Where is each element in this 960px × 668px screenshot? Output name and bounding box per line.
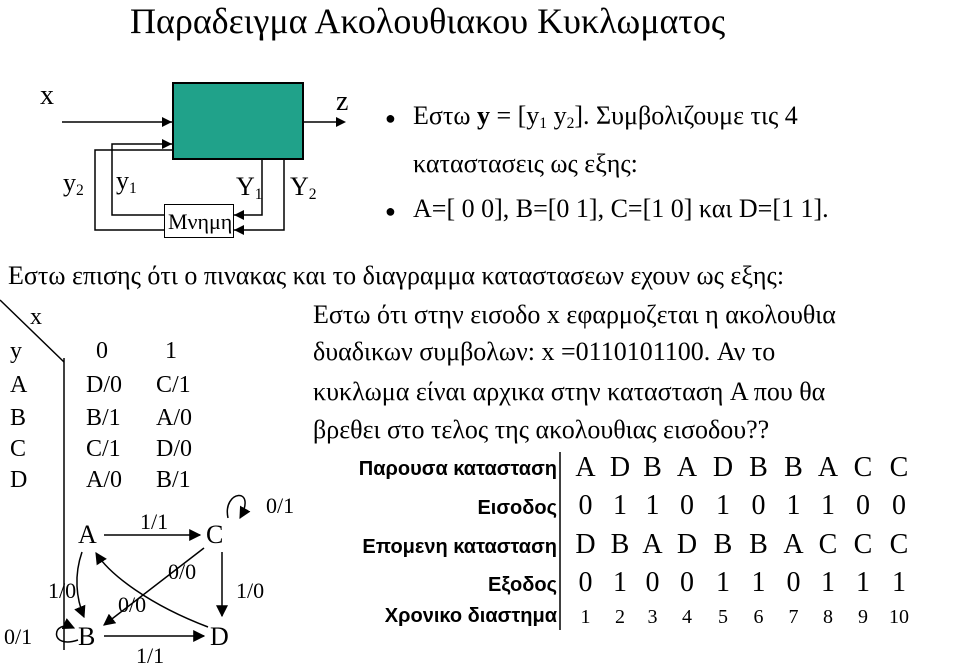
seq-cell: 4 [682, 606, 692, 628]
seq-cell: 1 [786, 490, 801, 521]
bullet-line-1: ● Εστω $y = [y_1$ $y_2$]. Συμβολιζουμε τις 4 [385, 101, 798, 132]
circuit-input-x: x [40, 80, 54, 111]
state-cell: B/1 [86, 405, 121, 431]
seq-cell: 2 [615, 606, 625, 628]
seq-cell: B [713, 529, 733, 560]
seq-cell: C [818, 529, 838, 560]
seq-cell: 0 [645, 567, 660, 598]
seq-cell: A [676, 452, 698, 483]
seq-cell: 1 [821, 490, 835, 521]
edge-label-C-B: 0/0 [168, 559, 197, 584]
state-cell: D/0 [86, 372, 122, 398]
seq-row-label-present: Παρουσα κατασταση [358, 458, 557, 480]
node-B: B [78, 622, 96, 651]
node-D: D [210, 622, 229, 651]
seq-cell: B [749, 452, 768, 483]
seq-cell: 3 [647, 606, 658, 628]
seq-cell: 0 [751, 490, 766, 521]
seq-cell: 1 [751, 567, 766, 598]
seq-cell: 7 [788, 606, 799, 628]
label-Y1: $Y_1$ [236, 172, 263, 203]
seq-cell: B [784, 452, 803, 483]
state-table-corner-y: y [10, 338, 22, 364]
edge-label-A-B: 1/0 [48, 578, 77, 603]
seq-row-present [567, 454, 917, 482]
state-row-label: A [10, 372, 28, 398]
seq-row-label-time: Χρονικο διαστημα [384, 605, 557, 627]
seq-row-next [567, 531, 917, 559]
seq-cell: 1 [613, 490, 627, 521]
paragraph-line: δυαδικων συμβολων: x =0110101100. Αν το [313, 337, 776, 366]
state-row-label: C [10, 436, 27, 462]
seq-cell: 5 [718, 606, 728, 628]
seq-cell: 1 [856, 567, 870, 598]
seq-cell: 0 [680, 490, 694, 521]
intro-text: Εστω επισης ότι ο πινακας και το διαγραμμα καταστασεων εχουν ως εξης: [8, 261, 785, 290]
seq-cell: B [749, 529, 768, 560]
edge-label-D-A: 0/0 [118, 592, 147, 617]
seq-cell: 0 [786, 567, 801, 598]
edge-label-B-self: 0/1 [4, 624, 33, 649]
seq-cell: C [853, 529, 873, 560]
seq-cell: D [712, 452, 734, 483]
seq-cell: D [575, 529, 596, 560]
seq-cell: 8 [823, 606, 833, 628]
seq-cell: 0 [680, 567, 694, 598]
seq-cell: C [889, 452, 909, 483]
seq-row-output [567, 569, 917, 597]
seq-cell: D [609, 452, 631, 483]
seq-cell: 6 [753, 606, 764, 628]
state-cell: A/0 [86, 467, 122, 493]
seq-cell: B [643, 452, 662, 483]
state-cell: B/1 [156, 467, 191, 493]
seq-cell: C [889, 529, 909, 560]
label-Y2: $Y_2$ [290, 172, 317, 203]
memory-label: Μνημη [168, 209, 233, 234]
paragraph-line: Εστω ότι στην εισοδο x εφαρμοζεται η ακολουθια [313, 300, 836, 329]
seq-cell: C [853, 452, 873, 483]
seq-cell: 1 [716, 490, 730, 521]
state-cell: C/1 [156, 372, 191, 398]
bullet-line-2: καταστασεις ως εξης: [413, 149, 638, 178]
seq-cell: 1 [580, 606, 591, 628]
state-cell: C/1 [86, 436, 121, 462]
seq-cell: 1 [821, 567, 835, 598]
edge-label-C-self: 0/1 [266, 493, 295, 518]
page-title: Παραδειγμα Ακολουθιακου Κυκλωματος [130, 1, 726, 41]
seq-cell: B [610, 529, 630, 560]
seq-cell: 0 [856, 490, 870, 521]
label-y1: $y_1$ [116, 166, 137, 197]
seq-cell: A [575, 452, 596, 483]
seq-cell: 1 [892, 567, 906, 598]
seq-row-label-input: Εισοδος [477, 497, 557, 519]
label-y2: $y_2$ [63, 168, 84, 199]
seq-cell: 9 [858, 606, 868, 628]
seq-row-label-next: Επομενη κατασταση [362, 536, 557, 558]
edge-label-B-D: 1/1 [136, 643, 165, 668]
state-cell: A/0 [156, 405, 192, 431]
bullet-line-3: ● A=[ 0 0], B=[0 1], C=[1 0] και D=[1 1]. [385, 194, 829, 223]
seq-cell: 1 [613, 567, 627, 598]
state-table-corner-x: x [30, 304, 42, 330]
seq-cell: A [642, 529, 663, 560]
state-row-label: D [10, 467, 28, 493]
seq-cell: 10 [889, 606, 909, 628]
circuit-output-z: z [336, 86, 349, 117]
seq-cell: A [783, 529, 804, 560]
state-table-header-1: 1 [165, 338, 177, 364]
node-C: C [206, 520, 224, 549]
seq-row-label-output: Εξοδος [488, 574, 557, 596]
state-table-header-0: 0 [96, 338, 108, 364]
paragraph-line: βρεθει στο τελος της ακολουθιας εισοδου?? [313, 415, 770, 444]
seq-cell: 0 [892, 490, 906, 521]
seq-cell: 1 [645, 490, 660, 521]
state-row-label: B [10, 405, 27, 431]
seq-cell: 0 [578, 567, 593, 598]
seq-cell: A [817, 452, 839, 483]
node-A: A [78, 520, 97, 549]
seq-cell: 0 [578, 490, 593, 521]
seq-row-time [567, 607, 917, 627]
paragraph-line: κυκλωμα είναι αρχικα στην κατασταση A που θα [313, 377, 826, 406]
state-cell: D/0 [156, 436, 192, 462]
edge-label-A-C: 1/1 [140, 509, 169, 534]
edge-label-C-D: 1/0 [236, 578, 265, 603]
seq-row-input [567, 492, 917, 520]
seq-cell: D [676, 529, 698, 560]
seq-cell: 1 [716, 567, 730, 598]
